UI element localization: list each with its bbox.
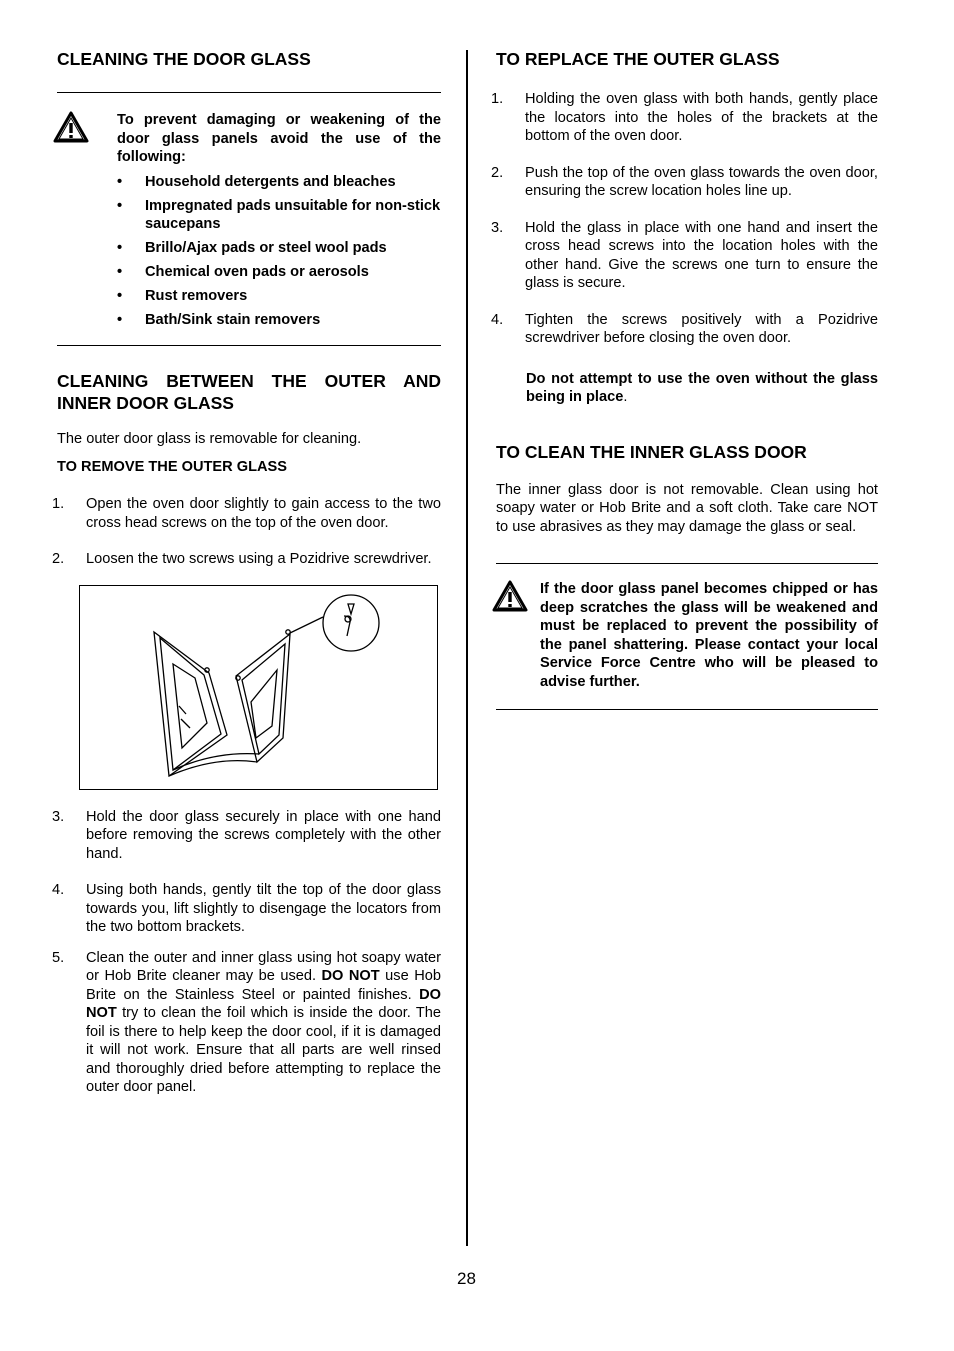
list-number: 2.: [491, 164, 504, 181]
divider-rule: [57, 345, 441, 346]
avoid-list: [117, 173, 441, 329]
list-item: 5. Clean the outer and inner glass using hot soapy water or Hob Brite cleaner may be used. DO NOT use Hob Brite on the Stainless Steel or painted finishes. DO NOT try to clean the foil which is inside the door. The foil is there to help keep the door cool, if it is damaged it will not work. Ensure that all parts are well rinsed and thoroughly dried before attempting to replace the outer door panel.: [52, 949, 441, 1095]
section-title-clean-inner-glass: TO CLEAN THE INNER GLASS DOOR: [496, 441, 807, 462]
door-glass-illustration: [79, 585, 438, 790]
list-text: Push the top of the oven glass towards the oven door, ensuring the screw location holes line up.: [525, 164, 878, 199]
warning-block-avoid: [57, 111, 441, 329]
list-item: [52, 495, 441, 532]
left-column: [52, 48, 441, 1097]
list-text: Hold the glass in place with one hand and insert the cross head screws into the location holes with the other hand. Give the screws one turn to ensure the glass is secure.: [525, 219, 878, 291]
remove-step-5: [52, 949, 441, 1097]
list-number: 4.: [52, 882, 65, 898]
replace-steps: [491, 90, 878, 348]
bullet-item: • Rust removers: [117, 287, 441, 305]
caution-text: Do not attempt to use the oven without the glass being in place.: [526, 370, 878, 405]
list-item: [52, 881, 441, 937]
list-item: [52, 808, 441, 864]
list-number: 4.: [491, 311, 504, 328]
list-number: 3.: [52, 808, 65, 825]
section-title-cleaning-between: CLEANING BETWEEN THE OUTER AND INNER DOOR GLASS: [57, 370, 441, 413]
page-number: 28: [457, 1269, 476, 1288]
list-text: Loosen the two screws using a Pozidrive screwdriver.: [86, 551, 432, 567]
list-item: [491, 90, 878, 146]
warning-block-chipped: [496, 580, 878, 691]
remove-steps-continued: [52, 808, 441, 937]
list-number: 3.: [491, 219, 504, 236]
warning-triangle-icon: [53, 111, 89, 143]
bullet-item: • Impregnated pads unsuitable for non-stick saucepans: [117, 197, 441, 233]
remove-steps: [52, 495, 441, 569]
list-text: Hold the door glass securely in place with one hand before removing the screws completely with the other hand.: [86, 808, 441, 862]
right-column: [491, 48, 878, 710]
warning-chipped-text: If the door glass panel becomes chipped or has deep scratches the glass will be weakened and must be replaced to prevent the possibility of the panel shattering. Please contact your local Service Force Centre who will be pleased to advise further.: [540, 581, 878, 690]
divider-rule: [496, 709, 878, 710]
list-item: [491, 311, 878, 348]
bullet-item: • Chemical oven pads or aerosols: [117, 263, 441, 281]
oven-door-drawing-icon: [80, 586, 437, 789]
list-number: 2.: [52, 551, 65, 567]
list-number: 1.: [491, 91, 504, 107]
removable-intro: The outer door glass is removable for cleaning.: [57, 430, 362, 447]
list-text: Using both hands, gently tilt the top of the door glass towards you, lift slightly to disengage the locators from the two bottom brackets.: [86, 882, 441, 935]
bullet-item: • Bath/Sink stain removers: [117, 311, 441, 329]
list-item: [491, 164, 878, 201]
column-divider: [466, 50, 468, 1246]
divider-rule: [496, 563, 878, 564]
list-item: [491, 219, 878, 293]
bullet-item: • Household detergents and bleaches: [117, 173, 441, 191]
list-text: Open the oven door slightly to gain access to the two cross head screws on the top of the oven door.: [86, 496, 441, 531]
warning-triangle-icon: [492, 580, 528, 612]
section-title-cleaning-door-glass: CLEANING THE DOOR GLASS: [57, 49, 311, 69]
list-text: Holding the oven glass with both hands, gently place the locators into the holes of the brackets at the bottom of the oven door.: [525, 91, 878, 144]
subtitle-remove-outer-glass: TO REMOVE THE OUTER GLASS: [57, 459, 288, 475]
divider-rule: [57, 92, 441, 93]
list-item: [52, 550, 441, 569]
list-text: Tighten the screws positively with a Pozidrive screwdriver before closing the oven door.: [525, 311, 878, 346]
bullet-item: • Brillo/Ajax pads or steel wool pads: [117, 239, 441, 257]
warning-intro: To prevent damaging or weakening of the door glass panels avoid the use of the following:: [117, 112, 441, 165]
inner-glass-text: The inner glass door is not removable. Clean using hot soapy water or Hob Brite and a soft cloth. Take care NOT to use abrasives as they may damage the glass or seal.: [496, 481, 878, 535]
section-title-replace-outer-glass: TO REPLACE THE OUTER GLASS: [496, 49, 780, 69]
list-number: 1.: [52, 496, 65, 512]
